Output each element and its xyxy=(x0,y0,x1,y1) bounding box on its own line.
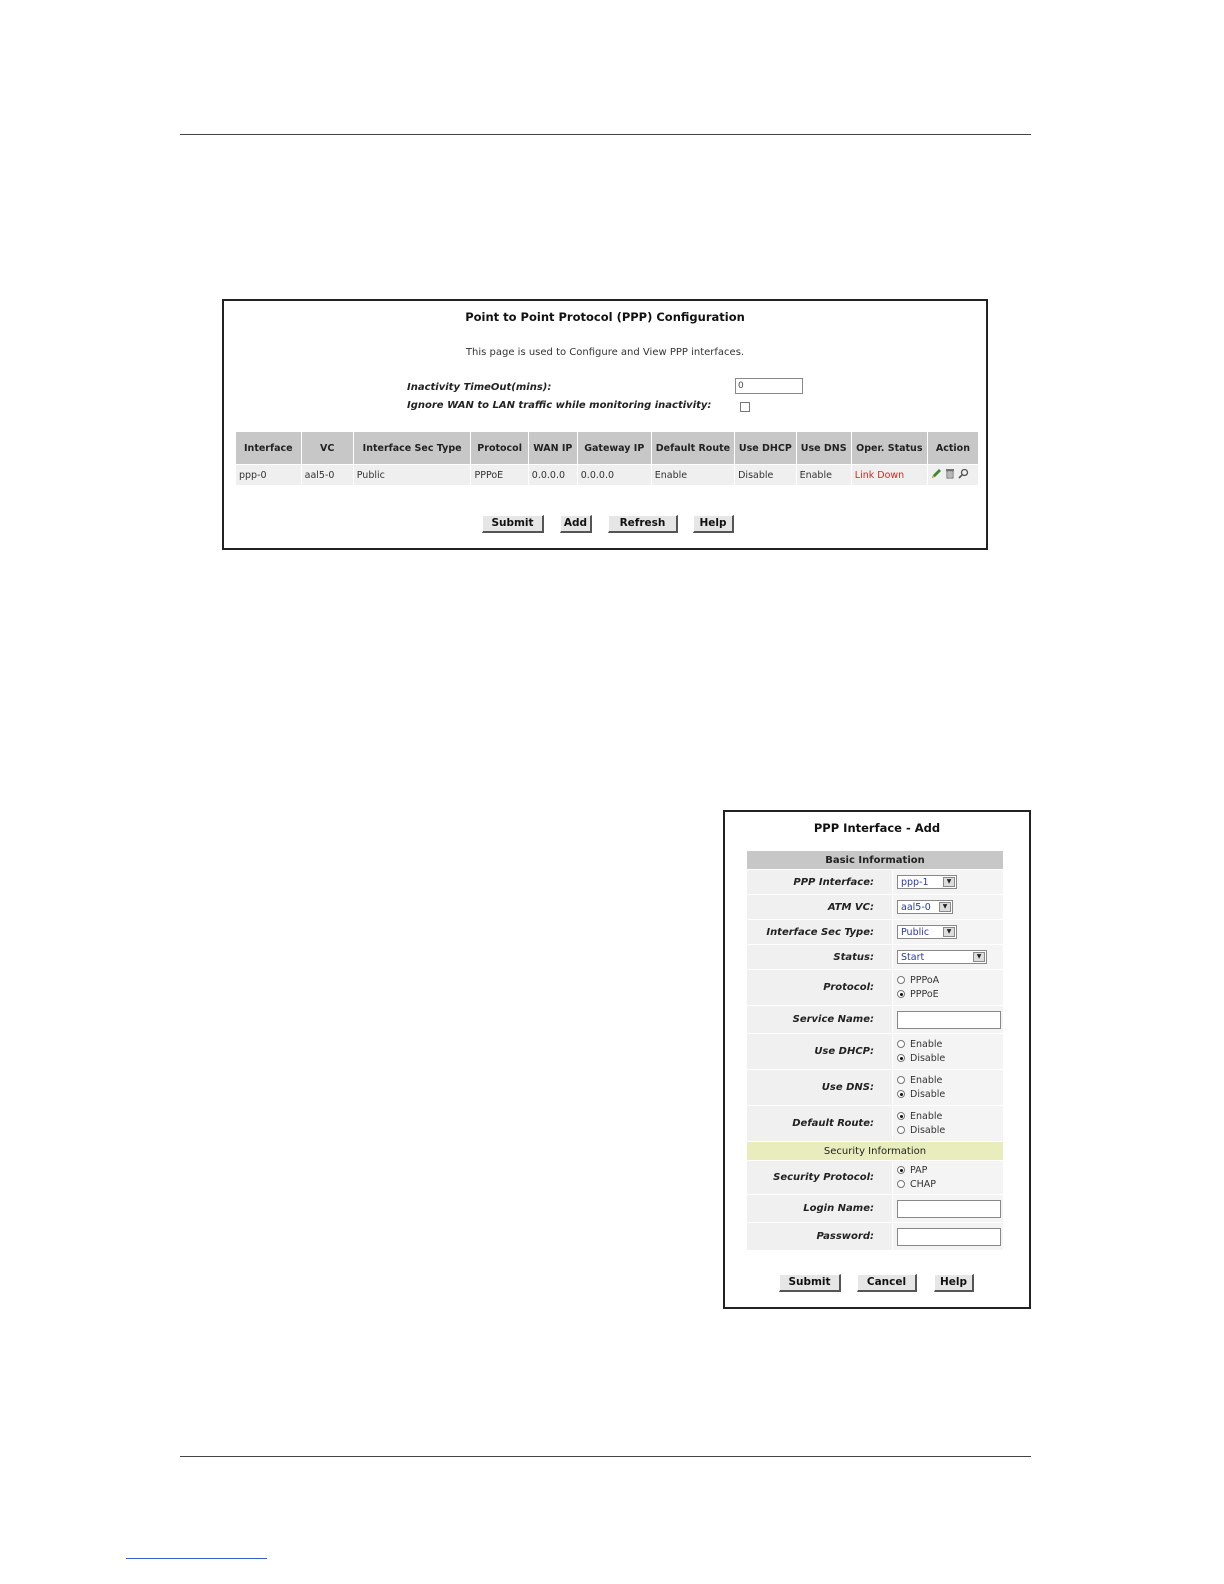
cell-oper-status: Link Down xyxy=(851,465,927,486)
atm-vc-label: ATM VC: xyxy=(747,895,893,920)
column-header: Interface xyxy=(236,432,302,465)
sec-type-value: Public xyxy=(901,927,930,938)
column-header: Use DHCP xyxy=(735,432,796,465)
atm-vc-select[interactable] xyxy=(897,900,953,914)
submit-button[interactable]: Submit xyxy=(779,1274,841,1292)
cell-wan-ip: 0.0.0.0 xyxy=(528,465,577,486)
radio-label: PPPoA xyxy=(910,974,940,986)
add-button[interactable]: Add xyxy=(560,515,592,533)
cell-default-route: Enable xyxy=(651,465,734,486)
cell-interface: ppp-0 xyxy=(236,465,302,486)
security-information-header: Security Information xyxy=(747,1142,1004,1161)
cancel-button[interactable]: Cancel xyxy=(857,1274,917,1292)
radio-label: Enable xyxy=(910,1110,943,1122)
radio-icon xyxy=(897,1126,905,1134)
chevron-down-icon: ▼ xyxy=(939,902,951,912)
radio-icon xyxy=(897,1076,905,1084)
add-page-title: PPP Interface - Add xyxy=(813,821,941,835)
ppp-interface-select[interactable] xyxy=(897,875,957,889)
ppp-add-form xyxy=(746,850,1004,1251)
default-route-label: Default Route: xyxy=(747,1106,893,1142)
cell-vc: aal5-0 xyxy=(301,465,353,486)
ppp-interface-add-panel xyxy=(723,810,1031,1309)
help-button[interactable]: Help xyxy=(693,515,734,533)
protocol-label: Protocol: xyxy=(747,970,893,1006)
form-section-row xyxy=(747,1142,1004,1161)
form-row-use-dns xyxy=(747,1070,1004,1106)
radio-label: Enable xyxy=(910,1038,943,1050)
radio-label: PPPoE xyxy=(910,988,939,1000)
cell-use-dns: Enable xyxy=(796,465,851,486)
footer-rule xyxy=(180,1456,1031,1457)
radio-label: Disable xyxy=(910,1124,946,1136)
column-header: WAN IP xyxy=(528,432,577,465)
service-name-label: Service Name: xyxy=(747,1006,893,1034)
status-select[interactable] xyxy=(897,950,987,964)
use-dhcp-label: Use DHCP: xyxy=(747,1034,893,1070)
column-header: Use DNS xyxy=(796,432,851,465)
security-protocol-label: Security Protocol: xyxy=(747,1161,893,1195)
ignore-wan-lan-label: Ignore WAN to LAN traffic while monitoring inactivity: xyxy=(407,400,712,411)
radio-label: CHAP xyxy=(910,1178,937,1190)
chevron-down-icon: ▼ xyxy=(943,927,955,937)
table-header-row xyxy=(236,432,979,465)
security-protocol-option[interactable] xyxy=(897,1164,1003,1178)
password-label: Password: xyxy=(747,1223,893,1251)
form-row-ppp-interface xyxy=(747,870,1004,895)
column-header: Default Route xyxy=(651,432,734,465)
password-input[interactable] xyxy=(897,1228,1001,1246)
login-name-label: Login Name: xyxy=(747,1195,893,1223)
radio-label: Disable xyxy=(910,1052,946,1064)
default-route-option[interactable] xyxy=(897,1124,1003,1138)
sec-type-select[interactable] xyxy=(897,925,957,939)
use-dhcp-option[interactable] xyxy=(897,1052,1003,1066)
use-dns-option[interactable] xyxy=(897,1074,1003,1088)
chevron-down-icon: ▼ xyxy=(943,877,955,887)
radio-selected-icon xyxy=(897,1054,905,1062)
form-row-status xyxy=(747,945,1004,970)
view-icon[interactable] xyxy=(958,468,969,482)
inactivity-timeout-input[interactable]: 0 xyxy=(735,378,803,394)
column-header: Gateway IP xyxy=(577,432,651,465)
form-row-password xyxy=(747,1223,1004,1251)
cell-protocol: PPPoE xyxy=(471,465,528,486)
basic-information-header: Basic Information xyxy=(747,851,1004,870)
form-row-login-name xyxy=(747,1195,1004,1223)
radio-icon xyxy=(897,1040,905,1048)
submit-button[interactable]: Submit xyxy=(482,515,544,533)
radio-selected-icon xyxy=(897,990,905,998)
form-row-atm-vc xyxy=(747,895,1004,920)
radio-label: Disable xyxy=(910,1088,946,1100)
column-header: Interface Sec Type xyxy=(353,432,471,465)
radio-selected-icon xyxy=(897,1166,905,1174)
ppp-configuration-panel xyxy=(222,299,988,550)
help-button[interactable]: Help xyxy=(934,1274,974,1292)
form-row-protocol xyxy=(747,970,1004,1006)
form-row-sec-type xyxy=(747,920,1004,945)
radio-label: PAP xyxy=(910,1164,928,1176)
delete-icon[interactable] xyxy=(945,468,955,482)
ppp-interface-label: PPP Interface: xyxy=(747,870,893,895)
inactivity-timeout-label: Inactivity TimeOut(mins): xyxy=(407,382,552,393)
refresh-button[interactable]: Refresh xyxy=(608,515,678,533)
edit-icon[interactable] xyxy=(931,468,942,482)
sec-type-label: Interface Sec Type: xyxy=(747,920,893,945)
form-row-default-route xyxy=(747,1106,1004,1142)
radio-icon xyxy=(897,976,905,984)
cell-use-dhcp: Disable xyxy=(735,465,796,486)
page-title: Point to Point Protocol (PPP) Configuration xyxy=(465,310,745,324)
use-dns-option[interactable] xyxy=(897,1088,1003,1102)
cell-actions xyxy=(927,465,978,486)
form-section-row xyxy=(747,851,1004,870)
status-value: Start xyxy=(901,952,925,963)
page-description: This page is used to Configure and View PPP interfaces. xyxy=(465,347,745,358)
column-header: Oper. Status xyxy=(851,432,927,465)
login-name-input[interactable] xyxy=(897,1200,1001,1218)
form-row-use-dhcp xyxy=(747,1034,1004,1070)
form-row-security-protocol xyxy=(747,1161,1004,1195)
ppp-interface-value: ppp-1 xyxy=(901,877,929,888)
radio-label: Enable xyxy=(910,1074,943,1086)
column-header: Action xyxy=(927,432,978,465)
status-label: Status: xyxy=(747,945,893,970)
chevron-down-icon: ▼ xyxy=(973,952,985,962)
form-row-service-name xyxy=(747,1006,1004,1034)
ignore-wan-lan-checkbox[interactable] xyxy=(740,402,750,412)
radio-selected-icon xyxy=(897,1090,905,1098)
column-header: Protocol xyxy=(471,432,528,465)
protocol-option[interactable] xyxy=(897,988,1003,1002)
cell-sec-type: Public xyxy=(353,465,471,486)
use-dns-label: Use DNS: xyxy=(747,1070,893,1106)
radio-selected-icon xyxy=(897,1112,905,1120)
security-protocol-option[interactable] xyxy=(897,1178,1003,1192)
cell-gateway-ip: 0.0.0.0 xyxy=(577,465,651,486)
ppp-interfaces-table xyxy=(235,431,979,486)
service-name-input[interactable] xyxy=(897,1011,1001,1029)
default-route-option[interactable] xyxy=(897,1110,1003,1124)
table-row xyxy=(236,465,979,486)
atm-vc-value: aal5-0 xyxy=(901,902,931,913)
radio-icon xyxy=(897,1180,905,1188)
header-rule xyxy=(180,134,1031,135)
use-dhcp-option[interactable] xyxy=(897,1038,1003,1052)
protocol-option[interactable] xyxy=(897,974,1003,988)
column-header: VC xyxy=(301,432,353,465)
footer-link-underline xyxy=(126,1558,267,1559)
